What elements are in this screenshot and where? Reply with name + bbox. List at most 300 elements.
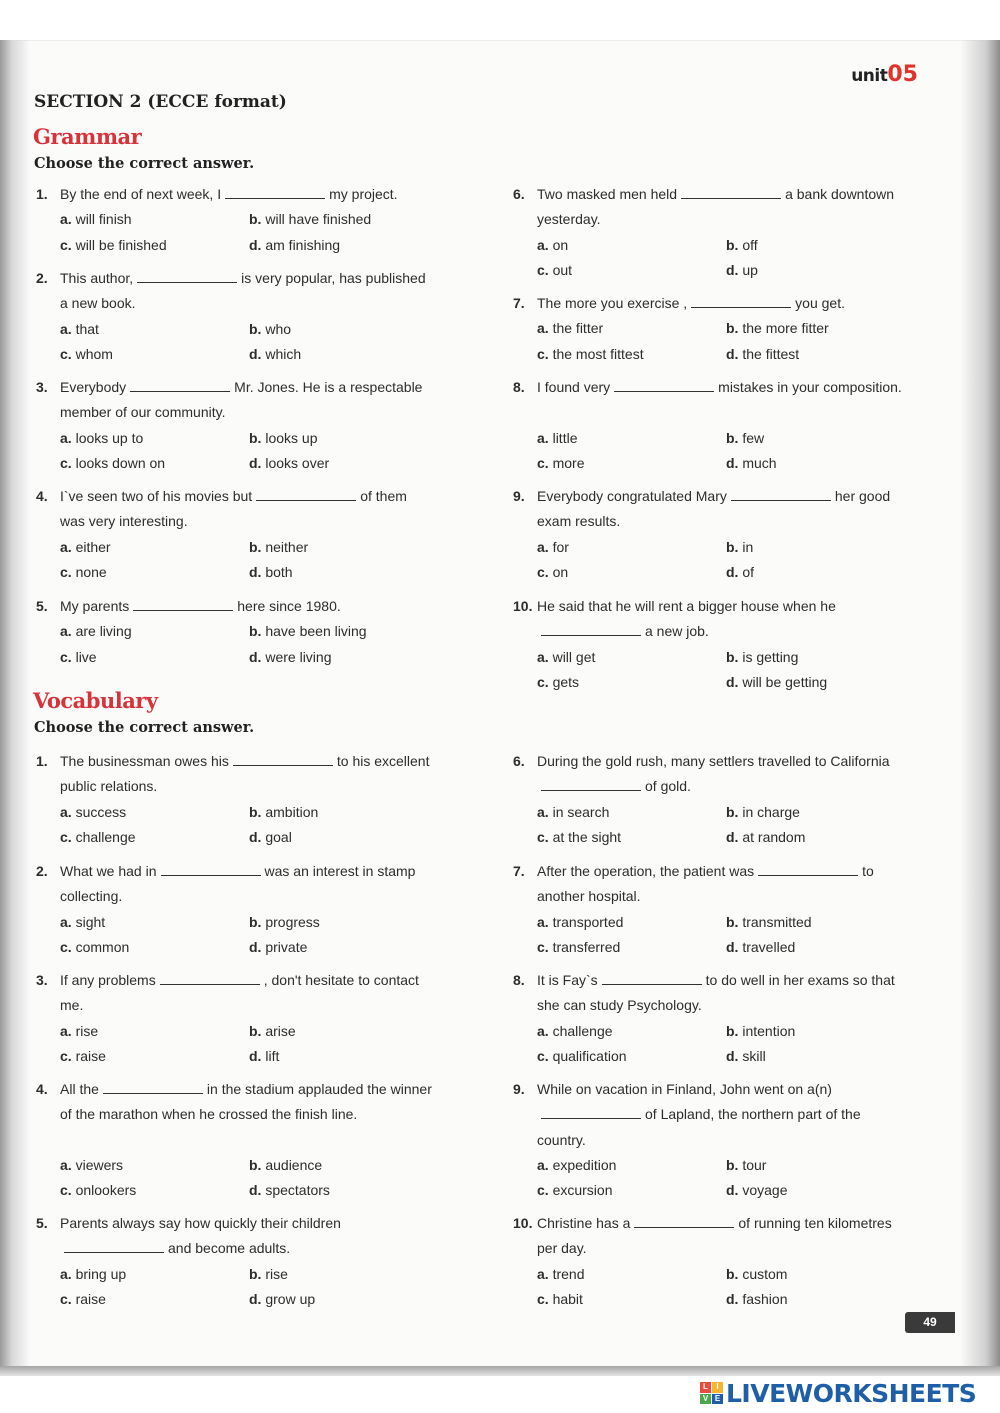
- option-text: much: [738, 454, 777, 471]
- option-text: transported: [548, 913, 624, 930]
- option-letter: c.: [60, 1047, 72, 1064]
- option-b[interactable]: [249, 317, 291, 342]
- stem-text-before: Everybody congratulated Mary: [537, 488, 727, 504]
- question-stem: [537, 291, 912, 316]
- stem-text-before: Christine has a: [537, 1215, 631, 1231]
- option-b[interactable]: [726, 316, 829, 341]
- grammar-instruction: Choose the correct answer.: [34, 155, 255, 172]
- answer-blank[interactable]: [160, 970, 260, 985]
- option-letter: b.: [249, 538, 262, 555]
- option-b[interactable]: [726, 1153, 766, 1178]
- question-stem: [537, 1077, 912, 1153]
- answer-blank[interactable]: [130, 377, 230, 392]
- option-c[interactable]: [537, 560, 568, 585]
- question-stem: [60, 182, 435, 207]
- question-number: 2.: [36, 270, 48, 286]
- option-text: in: [738, 538, 754, 555]
- option-letter: c.: [537, 1182, 549, 1199]
- answer-blank[interactable]: [133, 596, 233, 611]
- option-letter: c.: [60, 828, 72, 845]
- option-text: arise: [261, 1022, 296, 1039]
- option-text: none: [71, 563, 107, 580]
- stem-text-before: My parents: [60, 598, 130, 614]
- option-text: gets: [548, 673, 580, 690]
- option-text: either: [71, 538, 111, 555]
- answer-blank[interactable]: [541, 621, 641, 636]
- question-number: 5.: [36, 1215, 48, 1231]
- question-stem: [537, 1211, 912, 1262]
- option-c[interactable]: [537, 1044, 627, 1069]
- option-a[interactable]: [60, 910, 105, 935]
- stem-text-after: mistakes in your composition.: [718, 379, 902, 395]
- option-letter: b.: [249, 913, 262, 930]
- option-text: whom: [71, 345, 113, 362]
- option-letter: d.: [726, 454, 739, 471]
- question-stem: [60, 594, 435, 619]
- option-d[interactable]: [249, 825, 292, 850]
- option-text: travelled: [738, 938, 796, 955]
- watermark-text: LIVEWORKSHEETS: [726, 1378, 977, 1408]
- answer-blank[interactable]: [103, 1079, 203, 1094]
- option-c[interactable]: [537, 1178, 613, 1203]
- answer-blank[interactable]: [161, 861, 261, 876]
- answer-blank[interactable]: [731, 486, 831, 501]
- option-b[interactable]: [726, 233, 758, 258]
- option-c[interactable]: [60, 645, 97, 670]
- option-c[interactable]: [60, 342, 113, 367]
- option-text: trend: [548, 1265, 585, 1282]
- option-text: bring up: [71, 1265, 127, 1282]
- option-text: will finish: [71, 211, 132, 228]
- option-b[interactable]: [249, 1262, 288, 1287]
- stem-text-before: The more you exercise ,: [537, 295, 688, 311]
- option-letter: d.: [249, 828, 262, 845]
- question-number: 7.: [513, 295, 525, 311]
- stem-text-after: to another hospital.: [537, 863, 874, 905]
- option-a[interactable]: [60, 1262, 126, 1287]
- option-b[interactable]: [726, 1019, 795, 1044]
- option-letter: c.: [60, 1290, 72, 1307]
- option-letter: a.: [60, 623, 72, 640]
- option-b[interactable]: [726, 800, 800, 825]
- answer-blank[interactable]: [634, 1213, 734, 1228]
- option-text: success: [71, 803, 127, 820]
- scan-shadow-right: [960, 40, 1000, 1370]
- stem-text-before: I found very: [537, 379, 611, 395]
- option-a[interactable]: [60, 426, 143, 451]
- option-text: transmitted: [738, 913, 812, 930]
- option-letter: d.: [726, 345, 739, 362]
- option-letter: c.: [60, 563, 72, 580]
- option-c[interactable]: [537, 342, 644, 367]
- option-text: are living: [71, 623, 132, 640]
- option-c[interactable]: [60, 1178, 136, 1203]
- option-d[interactable]: [249, 645, 331, 670]
- option-text: private: [261, 938, 308, 955]
- question-number: 3.: [36, 379, 48, 395]
- option-d[interactable]: [249, 935, 307, 960]
- unit-label: [851, 62, 918, 87]
- option-c[interactable]: [537, 670, 579, 695]
- option-text: rise: [71, 1022, 99, 1039]
- option-text: spectators: [261, 1182, 330, 1199]
- option-b[interactable]: [249, 1153, 322, 1178]
- answer-blank[interactable]: [225, 184, 325, 199]
- question-number: 9.: [513, 488, 525, 504]
- answer-blank[interactable]: [541, 776, 641, 791]
- option-letter: d.: [249, 1290, 262, 1307]
- stem-text-after: was an interest in stamp collecting.: [60, 863, 416, 905]
- option-text: at the sight: [548, 828, 622, 845]
- option-text: voyage: [738, 1182, 788, 1199]
- option-text: for: [548, 538, 569, 555]
- option-text: who: [261, 320, 292, 337]
- option-c[interactable]: [537, 825, 621, 850]
- question-stem: [60, 1211, 435, 1262]
- stem-text-after: of running ten kilometres per day.: [537, 1215, 892, 1257]
- stem-text-before: The businessman owes his: [60, 753, 229, 769]
- option-letter: d.: [249, 1182, 262, 1199]
- question-stem: [537, 484, 912, 535]
- option-d[interactable]: [726, 1178, 788, 1203]
- option-a[interactable]: [60, 800, 126, 825]
- option-letter: d.: [726, 1047, 739, 1064]
- option-text: out: [548, 261, 573, 278]
- option-text: common: [71, 938, 130, 955]
- option-text: in search: [548, 803, 610, 820]
- option-letter: d.: [726, 828, 739, 845]
- answer-blank[interactable]: [541, 1104, 641, 1119]
- option-text: expedition: [548, 1156, 617, 1173]
- option-b[interactable]: [249, 619, 367, 644]
- option-d[interactable]: [249, 1178, 330, 1203]
- option-letter: c.: [537, 1047, 549, 1064]
- option-a[interactable]: [60, 1019, 98, 1044]
- option-b[interactable]: [249, 535, 308, 560]
- option-b[interactable]: [726, 910, 812, 935]
- option-d[interactable]: [249, 342, 301, 367]
- option-letter: d.: [726, 938, 739, 955]
- option-d[interactable]: [726, 560, 754, 585]
- option-text: challenge: [71, 828, 136, 845]
- option-c[interactable]: [60, 233, 167, 258]
- question-stem: [60, 968, 435, 1019]
- question-stem: [60, 1077, 435, 1128]
- unit-number: 05: [887, 62, 918, 87]
- option-letter: b.: [726, 803, 739, 820]
- option-letter: b.: [249, 623, 262, 640]
- option-text: will have finished: [261, 211, 372, 228]
- option-b[interactable]: [249, 800, 318, 825]
- option-c[interactable]: [537, 1287, 583, 1312]
- option-c[interactable]: [537, 451, 584, 476]
- grammar-heading: Grammar: [33, 124, 142, 149]
- option-a[interactable]: [537, 1153, 616, 1178]
- option-letter: a.: [537, 429, 549, 446]
- option-text: progress: [261, 913, 320, 930]
- option-b[interactable]: [249, 1019, 296, 1044]
- option-d[interactable]: [726, 1044, 766, 1069]
- option-letter: b.: [726, 429, 739, 446]
- answer-blank[interactable]: [758, 861, 858, 876]
- option-letter: b.: [726, 538, 739, 555]
- option-a[interactable]: [537, 800, 609, 825]
- question-number: 8.: [513, 972, 525, 988]
- stem-text-before: He said that he will rent a bigger house when he: [537, 598, 836, 614]
- stem-text-after: her good exam results.: [537, 488, 891, 530]
- option-d[interactable]: [726, 1287, 788, 1312]
- question-number: 6.: [513, 186, 525, 202]
- option-letter: a.: [537, 648, 549, 665]
- option-text: off: [738, 236, 758, 253]
- option-text: viewers: [71, 1156, 124, 1173]
- option-c[interactable]: [60, 451, 165, 476]
- stem-text-before: By the end of next week, I: [60, 186, 222, 202]
- stem-text-after: to do well in her exams so that she can study Psychology.: [537, 972, 895, 1014]
- stem-text-after: you get.: [795, 295, 845, 311]
- option-text: looks up to: [71, 429, 144, 446]
- option-letter: b.: [249, 1265, 262, 1282]
- option-letter: a.: [537, 913, 549, 930]
- option-text: will get: [548, 648, 596, 665]
- option-b[interactable]: [726, 426, 764, 451]
- question-stem: [537, 968, 912, 1019]
- option-letter: c.: [537, 828, 549, 845]
- option-b[interactable]: [249, 426, 318, 451]
- option-text: challenge: [548, 1022, 613, 1039]
- option-c[interactable]: [60, 560, 107, 585]
- option-letter: c.: [537, 673, 549, 690]
- option-c[interactable]: [60, 825, 136, 850]
- option-d[interactable]: [726, 451, 777, 476]
- option-text: tour: [738, 1156, 767, 1173]
- option-letter: c.: [537, 345, 549, 362]
- option-a[interactable]: [537, 426, 577, 451]
- question-number: 10.: [513, 1215, 533, 1231]
- stem-text-before: I`ve seen two of his movies but: [60, 488, 253, 504]
- option-text: neither: [261, 538, 309, 555]
- option-letter: d.: [726, 563, 739, 580]
- stem-text-after: and become adults.: [168, 1240, 291, 1257]
- question-stem: [537, 375, 912, 400]
- option-a[interactable]: [60, 619, 132, 644]
- answer-blank[interactable]: [256, 486, 356, 501]
- liveworksheets-watermark: [700, 1378, 976, 1408]
- scan-shadow-bottom: [0, 1366, 1000, 1376]
- question-stem: [60, 859, 435, 910]
- option-letter: d.: [249, 563, 262, 580]
- option-a[interactable]: [537, 535, 569, 560]
- question-stem: [537, 749, 912, 800]
- option-a[interactable]: [537, 645, 595, 670]
- option-letter: a.: [60, 913, 72, 930]
- answer-blank[interactable]: [137, 268, 237, 283]
- option-text: on: [548, 563, 569, 580]
- question-number: 1.: [36, 753, 48, 769]
- scan-shadow-left: [0, 40, 30, 1370]
- section-title: SECTION 2 (ECCE format): [34, 92, 287, 112]
- option-letter: d.: [249, 1047, 262, 1064]
- option-letter: b.: [249, 429, 262, 446]
- stem-text-after: of Lapland, the northern part of the country.: [537, 1106, 861, 1148]
- stem-text-before: Parents always say how quickly their children: [60, 1215, 341, 1231]
- option-letter: d.: [726, 1290, 739, 1307]
- question-stem: [60, 484, 435, 535]
- option-text: transferred: [548, 938, 621, 955]
- option-text: at random: [738, 828, 806, 845]
- stem-text-after: , don't hesitate to contact me.: [60, 972, 419, 1014]
- option-text: qualification: [548, 1047, 627, 1064]
- option-b[interactable]: [726, 535, 753, 560]
- option-a[interactable]: [60, 317, 99, 342]
- stem-text-after: Mr. Jones. He is a respectable member of our community.: [60, 379, 423, 421]
- option-c[interactable]: [60, 1287, 106, 1312]
- option-text: am finishing: [261, 236, 341, 253]
- option-letter: b.: [726, 913, 739, 930]
- option-letter: d.: [249, 648, 262, 665]
- option-letter: c.: [60, 1182, 72, 1199]
- option-letter: b.: [726, 1022, 739, 1039]
- liveworksheets-logo-icon: L I V E: [700, 1382, 722, 1404]
- option-text: both: [261, 563, 293, 580]
- option-c[interactable]: [537, 258, 572, 283]
- option-d[interactable]: [249, 451, 329, 476]
- stem-text-before: What we had in: [60, 863, 157, 879]
- option-a[interactable]: [537, 910, 623, 935]
- option-a[interactable]: [60, 1153, 123, 1178]
- question-stem: [537, 594, 912, 645]
- option-c[interactable]: [60, 1044, 106, 1069]
- question-number: 6.: [513, 753, 525, 769]
- option-letter: b.: [726, 1265, 739, 1282]
- option-text: that: [71, 320, 99, 337]
- option-d[interactable]: [726, 670, 827, 695]
- option-letter: a.: [60, 803, 72, 820]
- option-b[interactable]: [249, 910, 320, 935]
- option-d[interactable]: [726, 342, 799, 367]
- answer-blank[interactable]: [64, 1238, 164, 1253]
- option-d[interactable]: [726, 935, 795, 960]
- option-c[interactable]: [60, 935, 129, 960]
- option-b[interactable]: [726, 1262, 787, 1287]
- question-stem: [537, 859, 912, 910]
- option-text: looks over: [261, 454, 330, 471]
- option-letter: c.: [60, 938, 72, 955]
- option-a[interactable]: [60, 535, 111, 560]
- answer-blank[interactable]: [602, 970, 702, 985]
- option-letter: b.: [249, 1022, 262, 1039]
- vocabulary-instruction: Choose the correct answer.: [34, 719, 255, 736]
- option-a[interactable]: [537, 316, 603, 341]
- stem-text-after: my project.: [329, 186, 398, 202]
- option-text: sight: [71, 913, 106, 930]
- option-d[interactable]: [249, 1287, 315, 1312]
- option-text: the fitter: [548, 320, 604, 337]
- option-letter: b.: [249, 320, 262, 337]
- stem-text-after: a bank downtown yesterday.: [537, 186, 895, 228]
- question-stem: [60, 266, 435, 317]
- stem-text-after: of gold.: [645, 778, 691, 795]
- answer-blank[interactable]: [233, 751, 333, 766]
- stem-text-after: here since 1980.: [237, 598, 341, 614]
- question-number: 2.: [36, 863, 48, 879]
- option-b[interactable]: [249, 207, 371, 232]
- option-letter: b.: [249, 1156, 262, 1173]
- option-b[interactable]: [726, 645, 798, 670]
- option-text: up: [738, 261, 758, 278]
- option-a[interactable]: [537, 233, 568, 258]
- stem-text-before: This author,: [60, 270, 134, 286]
- option-letter: d.: [249, 345, 262, 362]
- question-number: 3.: [36, 972, 48, 988]
- question-stem: [60, 375, 435, 426]
- option-d[interactable]: [249, 233, 340, 258]
- stem-text-before: During the gold rush, many settlers travelled to California: [537, 753, 890, 769]
- option-letter: c.: [537, 938, 549, 955]
- option-d[interactable]: [726, 825, 805, 850]
- answer-blank[interactable]: [681, 184, 781, 199]
- option-letter: a.: [60, 538, 72, 555]
- option-letter: d.: [249, 938, 262, 955]
- stem-text-before: All the: [60, 1081, 99, 1097]
- option-a[interactable]: [537, 1262, 585, 1287]
- option-letter: a.: [60, 1265, 72, 1282]
- stem-text-after: a new job.: [645, 623, 709, 640]
- stem-text-before: If any problems: [60, 972, 156, 988]
- option-text: raise: [71, 1290, 106, 1307]
- option-letter: a.: [537, 803, 549, 820]
- option-text: onlookers: [71, 1182, 137, 1199]
- unit-word: unit: [851, 66, 888, 86]
- option-letter: a.: [60, 211, 72, 228]
- option-letter: c.: [537, 1290, 549, 1307]
- option-text: audience: [261, 1156, 323, 1173]
- option-text: on: [548, 236, 569, 253]
- option-letter: b.: [726, 1156, 739, 1173]
- stem-text-after: in the stadium applauded the winner of the marathon when he crossed the finish line.: [60, 1081, 432, 1123]
- question-number: 9.: [513, 1081, 525, 1097]
- option-text: of: [738, 563, 755, 580]
- option-letter: a.: [60, 1022, 72, 1039]
- option-text: live: [71, 648, 97, 665]
- option-text: is getting: [738, 648, 799, 665]
- option-text: were living: [261, 648, 332, 665]
- option-a[interactable]: [60, 207, 132, 232]
- question-number: 1.: [36, 186, 48, 202]
- option-d[interactable]: [249, 560, 293, 585]
- option-text: little: [548, 429, 578, 446]
- option-a[interactable]: [537, 1019, 613, 1044]
- stem-text-after: to his excellent public relations.: [60, 753, 430, 795]
- answer-blank[interactable]: [691, 293, 791, 308]
- option-d[interactable]: [726, 258, 758, 283]
- option-text: custom: [738, 1265, 788, 1282]
- option-text: habit: [548, 1290, 583, 1307]
- option-text: looks down on: [71, 454, 166, 471]
- option-d[interactable]: [249, 1044, 279, 1069]
- question-stem: [60, 749, 435, 800]
- option-letter: d.: [726, 673, 739, 690]
- option-letter: d.: [726, 261, 739, 278]
- answer-blank[interactable]: [614, 377, 714, 392]
- option-letter: b.: [249, 803, 262, 820]
- question-number: 7.: [513, 863, 525, 879]
- option-c[interactable]: [537, 935, 620, 960]
- stem-text-before: Two masked men held: [537, 186, 678, 202]
- option-text: will be getting: [738, 673, 828, 690]
- question-stem: [537, 182, 912, 233]
- option-text: intention: [738, 1022, 796, 1039]
